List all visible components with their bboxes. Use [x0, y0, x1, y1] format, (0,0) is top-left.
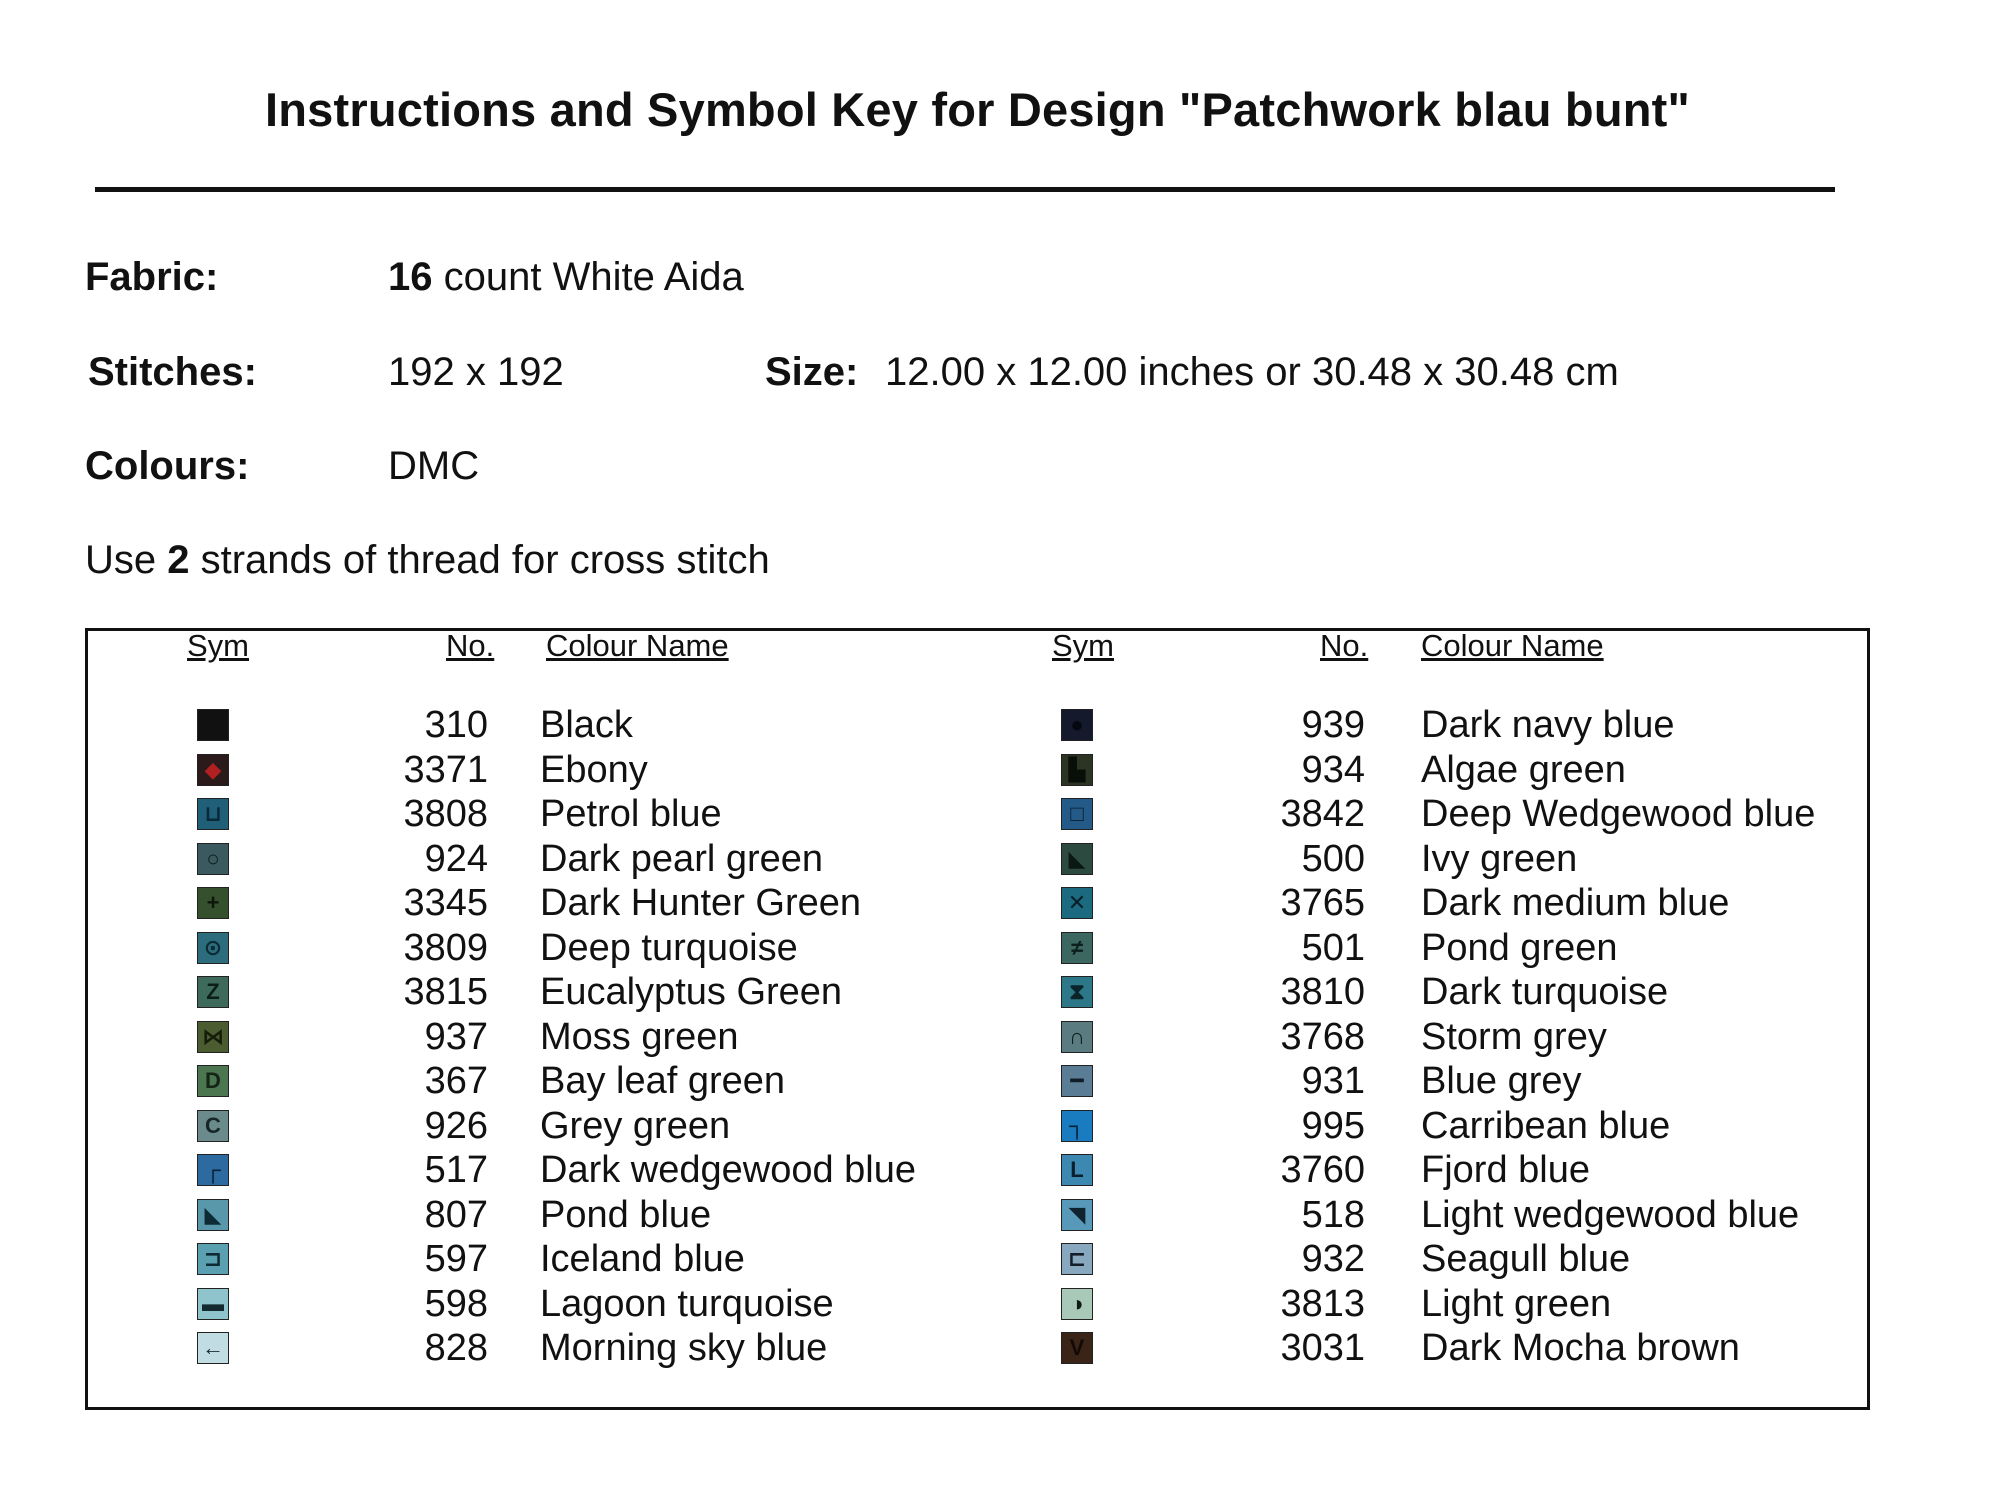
colour-name: Ebony: [540, 748, 648, 791]
colour-name: Light green: [1421, 1282, 1612, 1325]
dmc-number: 924: [424, 837, 488, 880]
dmc-number: 995: [1301, 1104, 1365, 1147]
symbol-swatch: ∩: [1061, 1021, 1093, 1053]
dmc-number: 310: [424, 704, 488, 746]
dmc-number: 3815: [403, 971, 488, 1013]
symbol-swatch: ┐: [1061, 1110, 1093, 1142]
colour-name: Fjord blue: [1421, 1149, 1590, 1191]
dmc-number: 3809: [403, 926, 488, 969]
symbol-swatch: □: [1061, 798, 1093, 830]
dmc-number: 3765: [1280, 882, 1365, 924]
dmc-number: 367: [424, 1060, 488, 1102]
colour-name: Lagoon turquoise: [540, 1282, 834, 1325]
symbol-swatch: ○: [197, 843, 229, 875]
symbol-swatch: ✕: [1061, 887, 1093, 919]
symbol-swatch: ◑: [1061, 1288, 1093, 1320]
colour-name: Blue grey: [1421, 1060, 1582, 1102]
stitches-label: Stitches:: [88, 350, 257, 394]
header-name-right: Colour Name: [1421, 628, 1604, 663]
dmc-number: 3842: [1280, 793, 1365, 835]
dmc-number: 937: [424, 1015, 488, 1058]
colour-name: Deep turquoise: [540, 926, 798, 969]
dmc-number: 598: [424, 1282, 488, 1325]
strands-post: strands of thread for cross stitch: [189, 538, 770, 582]
symbol-swatch: ⋈: [197, 1021, 229, 1053]
header-no-left: No.: [446, 628, 495, 663]
symbol-swatch: ◥: [1061, 1199, 1093, 1231]
colour-name: Light wedgewood blue: [1421, 1193, 1800, 1236]
symbol-swatch: ━: [1061, 1065, 1093, 1097]
size-value: 12.00 x 12.00 inches or 30.48 x 30.48 cm: [885, 350, 1619, 394]
symbol-swatch: ◆: [197, 754, 229, 786]
dmc-number: 828: [424, 1327, 488, 1369]
colour-name: Grey green: [540, 1104, 731, 1147]
dmc-number: 501: [1301, 926, 1365, 969]
colour-name: Deep Wedgewood blue: [1421, 793, 1816, 835]
symbol-swatch: ⊐: [197, 1243, 229, 1275]
dmc-number: 518: [1301, 1193, 1365, 1236]
symbol-swatch: V: [1061, 1332, 1093, 1364]
dmc-number: 3031: [1280, 1327, 1365, 1369]
colour-name: Storm grey: [1421, 1015, 1607, 1058]
dmc-number: 939: [1301, 704, 1365, 746]
header-sym-left: Sym: [187, 628, 249, 663]
symbol-swatch: ▙: [1061, 754, 1093, 786]
symbol-swatch: Z: [197, 976, 229, 1008]
dmc-number: 3371: [403, 748, 488, 791]
colour-name: Pond blue: [540, 1193, 712, 1236]
dmc-number: 931: [1301, 1060, 1365, 1102]
fabric-count: 16: [388, 255, 433, 299]
dmc-number: 3768: [1280, 1015, 1365, 1058]
colour-name: Eucalyptus Green: [540, 971, 843, 1013]
symbol-swatch: ▬: [197, 1288, 229, 1320]
fabric-label: Fabric:: [85, 255, 219, 299]
symbol-swatch: ⊏: [1061, 1243, 1093, 1275]
header-name-left: Colour Name: [546, 628, 729, 663]
symbol-swatch: [197, 709, 229, 741]
colour-name: Moss green: [540, 1015, 739, 1058]
symbol-swatch: ◣: [197, 1199, 229, 1231]
colour-name: Dark Mocha brown: [1421, 1327, 1740, 1369]
page-title: Instructions and Symbol Key for Design "Patchwork blau bunt": [265, 83, 1690, 136]
dmc-number: 517: [424, 1149, 488, 1191]
strands-count: 2: [167, 538, 190, 582]
symbol-swatch: ┌: [197, 1154, 229, 1186]
dmc-number: 3760: [1280, 1149, 1365, 1191]
colour-name: Algae green: [1421, 748, 1626, 791]
colour-name: Dark wedgewood blue: [540, 1149, 917, 1191]
dmc-number: 3345: [403, 882, 488, 924]
colours-label: Colours:: [85, 444, 250, 488]
fabric-description: count White Aida: [432, 255, 744, 299]
colours-value: DMC: [388, 444, 480, 488]
dmc-number: 500: [1301, 837, 1365, 880]
symbol-swatch: ⊔: [197, 798, 229, 830]
colour-name: Black: [540, 704, 633, 746]
colour-name: Iceland blue: [540, 1238, 745, 1280]
size-label: Size:: [765, 350, 859, 394]
symbol-swatch: ≠: [1061, 932, 1093, 964]
symbol-swatch: ●: [1061, 709, 1093, 741]
dmc-number: 3808: [403, 793, 488, 835]
colour-name: Seagull blue: [1421, 1238, 1631, 1280]
symbol-swatch: ←: [197, 1332, 229, 1364]
colour-name: Petrol blue: [540, 793, 722, 835]
colour-name: Carribean blue: [1421, 1104, 1671, 1147]
symbol-swatch: +: [197, 887, 229, 919]
symbol-swatch: D: [197, 1065, 229, 1097]
header-no-right: No.: [1320, 628, 1369, 663]
dmc-number: 932: [1301, 1238, 1365, 1280]
symbol-swatch: C: [197, 1110, 229, 1142]
strands-pre: Use: [85, 538, 168, 582]
symbol-swatch: ⊙: [197, 932, 229, 964]
colour-name: Dark pearl green: [540, 837, 824, 880]
symbol-swatch: ⧗: [1061, 976, 1093, 1008]
dmc-number: 3810: [1280, 971, 1365, 1013]
colour-name: Dark navy blue: [1421, 704, 1675, 746]
dmc-number: 3813: [1280, 1282, 1365, 1325]
colour-name: Dark Hunter Green: [540, 882, 862, 924]
colour-name: Morning sky blue: [540, 1327, 828, 1369]
title-divider: [95, 187, 1835, 192]
dmc-number: 597: [424, 1238, 488, 1280]
symbol-swatch: ◣: [1061, 843, 1093, 875]
colour-name: Dark turquoise: [1421, 971, 1669, 1013]
colour-name: Pond green: [1421, 926, 1618, 969]
fabric-value: [388, 255, 744, 300]
dmc-number: 926: [424, 1104, 488, 1147]
strands-instruction: [85, 538, 770, 583]
dmc-number: 934: [1301, 748, 1365, 791]
colour-name: Dark medium blue: [1421, 882, 1730, 924]
stitches-value: 192 x 192: [388, 350, 564, 394]
dmc-number: 807: [424, 1193, 488, 1236]
colour-name: Ivy green: [1421, 837, 1578, 880]
symbol-swatch: L: [1061, 1154, 1093, 1186]
header-sym-right: Sym: [1052, 628, 1114, 663]
colour-name: Bay leaf green: [540, 1060, 786, 1102]
